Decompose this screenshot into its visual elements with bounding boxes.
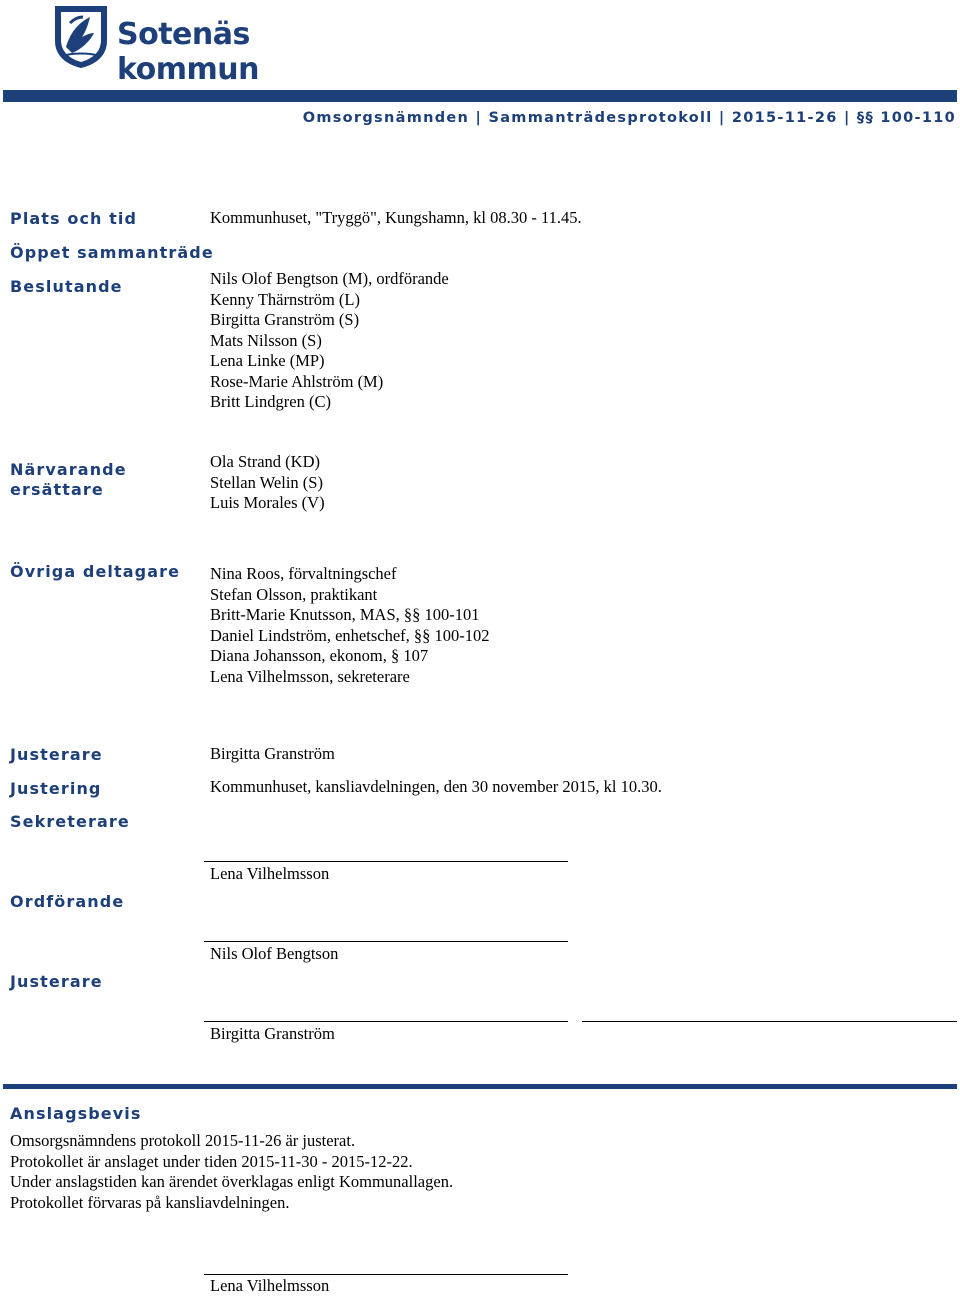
list-item: Ola Strand (KD) [210,452,320,471]
notice-bar [3,1084,957,1089]
extra-signature-line [582,1021,957,1022]
substitutes-list [210,452,325,514]
substitutes-label: Närvarande ersättare [10,460,127,499]
deciding-label: Beslutande [10,277,123,296]
notice-line: Protokollet förvaras på kansliavdelningen. [10,1192,290,1212]
list-item: Daniel Lindström, enhetschef, §§ 100-102 [210,625,490,645]
place-value: Kommunhuset, "Tryggö", Kungshamn, kl 08.30 - 11.45. [210,208,582,227]
list-item: Britt Lindgren (C) [210,392,331,411]
header-bar [3,90,957,102]
list-item: Luis Morales (V) [210,493,325,512]
secretary-name: Lena Vilhelmsson [210,864,330,883]
secretary-label: Sekreterare [10,812,130,831]
org-name: Sotenäs kommun [117,17,259,87]
chair-name: Nils Olof Bengtson [210,944,339,963]
notice-title: Anslagsbevis [10,1104,142,1123]
document-header: Omsorgsnämnden | Sammanträdesprotokoll | 2015-11-26 | §§ 100-110 [302,110,956,126]
logo [52,3,372,87]
list-item: Kenny Thärnström (L) [210,289,360,309]
notice-line: Omsorgsnämndens protokoll 2015-11-26 är justerat. [10,1131,356,1150]
notice-line: Protokollet är anslaget under tiden 2015-11-30 - 2015-12-22. [10,1151,413,1171]
list-item: Britt-Marie Knutsson, MAS, §§ 100-101 [210,605,480,624]
notice-text [10,1131,453,1213]
list-item: Lena Linke (MP) [210,351,325,370]
adjuster-label: Justerare [10,745,103,764]
list-item: Nils Olof Bengtson (M), ordförande [210,269,449,288]
chair-signature-line [204,941,568,942]
list-item: Lena Vilhelmsson, sekreterare [210,666,410,686]
adjusting-value: Kommunhuset, kansliavdelningen, den 30 november 2015, kl 10.30. [210,777,662,796]
others-label: Övriga deltagare [10,562,181,581]
list-item: Mats Nilsson (S) [210,330,322,350]
deciding-list [210,269,449,413]
coat-of-arms-icon [52,3,110,69]
others-list [210,564,490,687]
notice-signature-line [204,1274,568,1275]
adjuster-name: Birgitta Granström [210,1024,335,1043]
secretary-signature-line [204,861,568,862]
list-item: Stellan Welin (S) [210,472,323,492]
open-meeting-label: Öppet sammanträde [10,243,214,262]
adjuster-signature-line [204,1021,568,1022]
list-item: Stefan Olsson, praktikant [210,584,378,604]
notice-signer-name: Lena Vilhelmsson [210,1276,330,1295]
list-item: Diana Johansson, ekonom, § 107 [210,646,429,665]
adjusting-label: Justering [10,779,102,798]
signature-adjuster-label: Justerare [10,972,103,991]
adjuster-value: Birgitta Granström [210,744,335,763]
chair-label: Ordförande [10,892,125,911]
place-label: Plats och tid [10,209,138,228]
list-item: Birgitta Granström (S) [210,310,360,329]
notice-line: Under anslagstiden kan ärendet överklagas enligt Kommunallagen. [10,1172,454,1191]
list-item: Rose-Marie Ahlström (M) [210,371,384,391]
list-item: Nina Roos, förvaltningschef [210,564,397,583]
